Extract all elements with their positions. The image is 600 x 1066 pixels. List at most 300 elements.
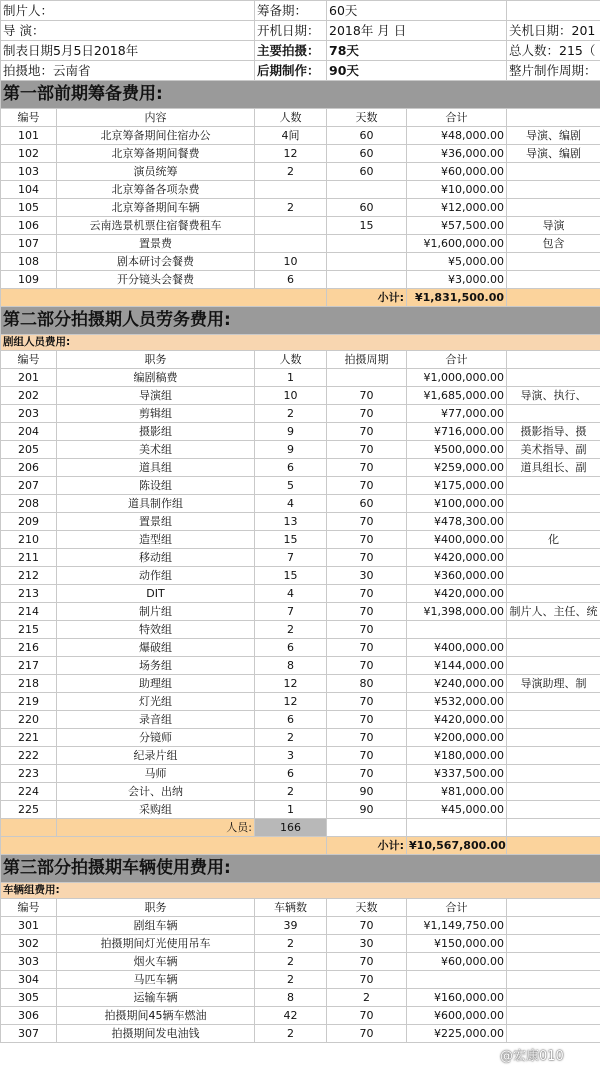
table-cell: 101 [1, 127, 57, 145]
column-header: 合计 [407, 351, 507, 369]
table-cell: 109 [1, 271, 57, 289]
table-cell: ¥225,000.00 [407, 1025, 507, 1043]
section-title: 第三部分拍摄期车辆使用费用: [1, 855, 600, 883]
table-cell: 70 [327, 513, 407, 531]
table-cell: 助理组 [57, 675, 255, 693]
table-cell: 剧组车辆 [57, 917, 255, 935]
table-cell: 导演、编剧 [507, 145, 600, 163]
table-cell: 会计、出纳 [57, 783, 255, 801]
header-row [1, 61, 600, 81]
table-cell: 60 [327, 127, 407, 145]
table-cell: ¥420,000.00 [407, 549, 507, 567]
table-row [1, 235, 600, 253]
table-cell [507, 513, 600, 531]
section1-title-row [1, 81, 600, 109]
section1-column-header [1, 109, 600, 127]
table-cell: ¥500,000.00 [407, 441, 507, 459]
table-cell: 70 [327, 585, 407, 603]
column-header: 车辆数 [255, 899, 327, 917]
table-cell [507, 495, 600, 513]
table-cell: 224 [1, 783, 57, 801]
section2-subtotal-row [1, 837, 600, 855]
table-cell: 采购组 [57, 801, 255, 819]
table-cell: 2 [255, 783, 327, 801]
table-cell: ¥200,000.00 [407, 729, 507, 747]
table-cell: 演员统筹 [57, 163, 255, 181]
table-cell: 4 [255, 585, 327, 603]
table-cell: 70 [327, 693, 407, 711]
people-total: 166 [255, 819, 327, 837]
table-cell [255, 217, 327, 235]
table-cell: 211 [1, 549, 57, 567]
table-cell [507, 1007, 600, 1025]
table-cell [407, 971, 507, 989]
table-row [1, 801, 600, 819]
table-cell: ¥144,000.00 [407, 657, 507, 675]
table-cell: 303 [1, 953, 57, 971]
table-cell: 2 [255, 1025, 327, 1043]
table-cell [507, 567, 600, 585]
table-cell: 204 [1, 423, 57, 441]
table-cell: 剪辑组 [57, 405, 255, 423]
table-cell: 70 [327, 711, 407, 729]
empty-cell [1, 837, 327, 855]
table-cell [507, 989, 600, 1007]
table-cell: 剧本研讨会餐费 [57, 253, 255, 271]
table-cell: 道具组 [57, 459, 255, 477]
header-value: 78天 [327, 41, 507, 61]
table-row [1, 405, 600, 423]
table-cell: ¥175,000.00 [407, 477, 507, 495]
table-cell: 12 [255, 693, 327, 711]
table-cell: ¥12,000.00 [407, 199, 507, 217]
table-cell: 编剧稿费 [57, 369, 255, 387]
header-value [507, 1, 600, 21]
subtotal-label: 小计: [327, 837, 407, 855]
table-cell: 70 [327, 405, 407, 423]
table-cell: 223 [1, 765, 57, 783]
table-cell: 北京筹备期间住宿办公 [57, 127, 255, 145]
section2-title-row [1, 307, 600, 335]
subtotal-value: ¥10,567,800.00 [407, 837, 507, 855]
table-cell: ¥1,600,000.00 [407, 235, 507, 253]
table-cell: ¥1,000,000.00 [407, 369, 507, 387]
table-row [1, 271, 600, 289]
table-cell: 云南选景机票住宿餐费租车 [57, 217, 255, 235]
table-cell: 202 [1, 387, 57, 405]
table-cell: 12 [255, 675, 327, 693]
table-row [1, 145, 600, 163]
table-row [1, 729, 600, 747]
table-cell [507, 765, 600, 783]
table-row [1, 765, 600, 783]
column-header: 编号 [1, 109, 57, 127]
section2-column-header [1, 351, 600, 369]
table-cell: 70 [327, 387, 407, 405]
table-cell: 6 [255, 639, 327, 657]
section-title: 第二部分拍摄期人员劳务费用: [1, 307, 600, 335]
table-row [1, 181, 600, 199]
empty-cell [407, 819, 507, 837]
header-label: 导 演： [1, 21, 255, 41]
table-row [1, 513, 600, 531]
table-cell: ¥1,398,000.00 [407, 603, 507, 621]
table-cell: ¥36,000.00 [407, 145, 507, 163]
table-cell: 灯光组 [57, 693, 255, 711]
table-row [1, 477, 600, 495]
table-cell: 8 [255, 657, 327, 675]
table-cell [507, 369, 600, 387]
table-cell: 305 [1, 989, 57, 1007]
table-cell: 205 [1, 441, 57, 459]
table-row [1, 693, 600, 711]
table-cell: 导演助理、制 [507, 675, 600, 693]
table-cell: 场务组 [57, 657, 255, 675]
header-label: 制片人： [1, 1, 255, 21]
table-cell: 70 [327, 729, 407, 747]
table-cell: 302 [1, 935, 57, 953]
table-cell: 60 [327, 199, 407, 217]
table-cell: 30 [327, 935, 407, 953]
table-cell: 12 [255, 145, 327, 163]
table-cell [327, 235, 407, 253]
table-cell: 70 [327, 747, 407, 765]
table-cell: 拍摄期间45辆车燃油 [57, 1007, 255, 1025]
table-cell: ¥48,000.00 [407, 127, 507, 145]
table-cell: 214 [1, 603, 57, 621]
table-cell: 15 [255, 531, 327, 549]
header-value: 60天 [327, 1, 507, 21]
table-cell: 化 [507, 531, 600, 549]
table-cell: ¥77,000.00 [407, 405, 507, 423]
table-cell [507, 477, 600, 495]
table-cell: 70 [327, 477, 407, 495]
table-cell: 9 [255, 423, 327, 441]
table-cell: 306 [1, 1007, 57, 1025]
table-row [1, 423, 600, 441]
table-cell: 107 [1, 235, 57, 253]
column-header [507, 109, 600, 127]
subtotal-value: ¥1,831,500.00 [407, 289, 507, 307]
table-cell: 6 [255, 459, 327, 477]
table-cell: 导演组 [57, 387, 255, 405]
table-cell [407, 621, 507, 639]
table-cell: 导演、编剧 [507, 127, 600, 145]
table-cell: 218 [1, 675, 57, 693]
table-cell: 42 [255, 1007, 327, 1025]
table-cell: 7 [255, 549, 327, 567]
table-cell: 222 [1, 747, 57, 765]
table-cell: 70 [327, 1007, 407, 1025]
table-cell: 2 [255, 163, 327, 181]
table-cell [507, 199, 600, 217]
table-cell: 拍摄期间发电油钱 [57, 1025, 255, 1043]
header-value: 关机日期：201 [507, 21, 600, 41]
section2-group-row [1, 335, 600, 351]
table-cell: 包含 [507, 235, 600, 253]
table-cell: 70 [327, 917, 407, 935]
table-cell: 4间 [255, 127, 327, 145]
table-row [1, 199, 600, 217]
sheet-body [1, 1, 600, 1043]
group-label: 剧组人员费用: [1, 335, 600, 351]
table-cell: ¥360,000.00 [407, 567, 507, 585]
table-cell: ¥716,000.00 [407, 423, 507, 441]
column-header [507, 899, 600, 917]
table-cell: ¥150,000.00 [407, 935, 507, 953]
table-cell: 道具制作组 [57, 495, 255, 513]
table-cell [507, 917, 600, 935]
table-row [1, 917, 600, 935]
table-cell: 220 [1, 711, 57, 729]
empty-cell [1, 289, 327, 307]
table-cell [507, 621, 600, 639]
table-row [1, 253, 600, 271]
table-cell: 103 [1, 163, 57, 181]
table-cell [507, 549, 600, 567]
table-cell: 216 [1, 639, 57, 657]
header-label: 筹备期： [255, 1, 327, 21]
table-cell [507, 181, 600, 199]
table-cell: 烟火车辆 [57, 953, 255, 971]
table-row [1, 639, 600, 657]
table-cell: 213 [1, 585, 57, 603]
table-cell: ¥60,000.00 [407, 953, 507, 971]
table-cell: 106 [1, 217, 57, 235]
table-cell: 201 [1, 369, 57, 387]
header-value: 总人数：215（ [507, 41, 600, 61]
table-cell: ¥160,000.00 [407, 989, 507, 1007]
table-cell: ¥600,000.00 [407, 1007, 507, 1025]
table-cell: 304 [1, 971, 57, 989]
table-cell: 导演 [507, 217, 600, 235]
table-cell: 1 [255, 801, 327, 819]
table-row [1, 1025, 600, 1043]
table-row [1, 495, 600, 513]
table-cell: 307 [1, 1025, 57, 1043]
table-cell: 212 [1, 567, 57, 585]
table-row [1, 369, 600, 387]
table-cell [507, 801, 600, 819]
table-cell: 15 [255, 567, 327, 585]
table-cell [255, 181, 327, 199]
table-cell: ¥60,000.00 [407, 163, 507, 181]
table-row [1, 953, 600, 971]
table-cell [327, 253, 407, 271]
table-cell: 13 [255, 513, 327, 531]
table-cell: 特效组 [57, 621, 255, 639]
section3-group-row [1, 883, 600, 899]
table-row [1, 549, 600, 567]
table-cell: 7 [255, 603, 327, 621]
section2-people-row [1, 819, 600, 837]
table-cell: ¥5,000.00 [407, 253, 507, 271]
table-cell [327, 271, 407, 289]
table-cell: 2 [327, 989, 407, 1007]
table-row [1, 1007, 600, 1025]
table-cell [507, 953, 600, 971]
table-row [1, 783, 600, 801]
table-cell: 108 [1, 253, 57, 271]
table-row [1, 711, 600, 729]
table-row [1, 567, 600, 585]
table-cell: 道具组长、副 [507, 459, 600, 477]
table-cell: 1 [255, 369, 327, 387]
table-cell: ¥400,000.00 [407, 531, 507, 549]
header-value: 90天 [327, 61, 507, 81]
column-header [507, 351, 600, 369]
table-cell: 70 [327, 423, 407, 441]
table-row [1, 935, 600, 953]
people-label: 人员: [57, 819, 255, 837]
subtotal-label: 小计: [327, 289, 407, 307]
table-cell [507, 585, 600, 603]
table-cell: 206 [1, 459, 57, 477]
table-cell: 北京筹备各项杂费 [57, 181, 255, 199]
column-header: 拍摄周期 [327, 351, 407, 369]
table-cell: 爆破组 [57, 639, 255, 657]
table-cell: 运输车辆 [57, 989, 255, 1007]
table-cell: 摄影组 [57, 423, 255, 441]
section1-subtotal-row [1, 289, 600, 307]
table-cell [507, 935, 600, 953]
table-cell: ¥259,000.00 [407, 459, 507, 477]
table-cell: 2 [255, 199, 327, 217]
column-header: 天数 [327, 109, 407, 127]
table-cell: ¥532,000.00 [407, 693, 507, 711]
empty-cell [507, 819, 600, 837]
table-cell: 70 [327, 953, 407, 971]
table-cell: 北京筹备期间车辆 [57, 199, 255, 217]
table-cell: 4 [255, 495, 327, 513]
header-label: 拍摄地：云南省 [1, 61, 255, 81]
column-header: 职务 [57, 899, 255, 917]
table-cell [507, 1025, 600, 1043]
table-cell [507, 657, 600, 675]
table-cell: 3 [255, 747, 327, 765]
table-cell: 70 [327, 531, 407, 549]
table-cell: 39 [255, 917, 327, 935]
table-cell: ¥81,000.00 [407, 783, 507, 801]
table-cell: 60 [327, 163, 407, 181]
table-cell: ¥10,000.00 [407, 181, 507, 199]
column-header: 人数 [255, 351, 327, 369]
table-row [1, 603, 600, 621]
column-header: 人数 [255, 109, 327, 127]
table-cell: 摄影指导、摄 [507, 423, 600, 441]
table-cell [507, 253, 600, 271]
table-cell: 录音组 [57, 711, 255, 729]
table-cell: 102 [1, 145, 57, 163]
table-row [1, 675, 600, 693]
column-header: 合计 [407, 109, 507, 127]
table-row [1, 441, 600, 459]
table-cell: 70 [327, 971, 407, 989]
table-cell: 70 [327, 657, 407, 675]
table-cell: DIT [57, 585, 255, 603]
table-cell: 2 [255, 729, 327, 747]
table-cell: 纪录片组 [57, 747, 255, 765]
table-cell: 104 [1, 181, 57, 199]
table-cell: ¥45,000.00 [407, 801, 507, 819]
table-cell [507, 693, 600, 711]
table-cell: 60 [327, 495, 407, 513]
table-row [1, 459, 600, 477]
table-cell: ¥100,000.00 [407, 495, 507, 513]
table-cell: 美术组 [57, 441, 255, 459]
table-cell [507, 729, 600, 747]
table-cell: 10 [255, 387, 327, 405]
table-cell [507, 405, 600, 423]
header-label: 开机日期： [255, 21, 327, 41]
table-cell: 置景费 [57, 235, 255, 253]
table-cell: ¥1,149,750.00 [407, 917, 507, 935]
table-cell: 225 [1, 801, 57, 819]
column-header: 合计 [407, 899, 507, 917]
table-cell: 造型组 [57, 531, 255, 549]
table-cell [507, 747, 600, 765]
table-cell: 301 [1, 917, 57, 935]
header-label: 主要拍摄： [255, 41, 327, 61]
table-cell: 开分镜头会餐费 [57, 271, 255, 289]
table-row [1, 657, 600, 675]
empty-cell [327, 819, 407, 837]
table-cell: 90 [327, 801, 407, 819]
table-cell: 制片人、主任、统 [507, 603, 600, 621]
table-cell: 6 [255, 765, 327, 783]
table-cell [507, 971, 600, 989]
table-cell: 60 [327, 145, 407, 163]
table-cell: 6 [255, 271, 327, 289]
table-cell: ¥420,000.00 [407, 711, 507, 729]
table-cell: ¥3,000.00 [407, 271, 507, 289]
table-row [1, 989, 600, 1007]
table-cell [507, 639, 600, 657]
table-row [1, 387, 600, 405]
column-header: 职务 [57, 351, 255, 369]
table-cell: 2 [255, 971, 327, 989]
weibo-watermark: @宏康010 [500, 1049, 564, 1064]
table-cell: 2 [255, 935, 327, 953]
table-cell: 拍摄期间灯光使用吊车 [57, 935, 255, 953]
table-cell: 分镜师 [57, 729, 255, 747]
section-title: 第一部前期筹备费用: [1, 81, 600, 109]
table-cell: 制片组 [57, 603, 255, 621]
table-cell: 203 [1, 405, 57, 423]
table-cell: 动作组 [57, 567, 255, 585]
table-cell: 2 [255, 621, 327, 639]
empty-cell [1, 819, 57, 837]
table-cell: 80 [327, 675, 407, 693]
table-cell: 70 [327, 603, 407, 621]
table-cell: 陈设组 [57, 477, 255, 495]
header-row [1, 21, 600, 41]
table-cell: 马师 [57, 765, 255, 783]
table-cell [507, 711, 600, 729]
table-row [1, 747, 600, 765]
table-cell: 70 [327, 459, 407, 477]
table-cell [327, 181, 407, 199]
table-cell: 导演、执行、 [507, 387, 600, 405]
table-cell: 70 [327, 1025, 407, 1043]
section3-title-row [1, 855, 600, 883]
table-cell: 217 [1, 657, 57, 675]
table-cell: ¥57,500.00 [407, 217, 507, 235]
header-row [1, 1, 600, 21]
table-cell: 70 [327, 441, 407, 459]
table-cell: ¥337,500.00 [407, 765, 507, 783]
table-row [1, 585, 600, 603]
